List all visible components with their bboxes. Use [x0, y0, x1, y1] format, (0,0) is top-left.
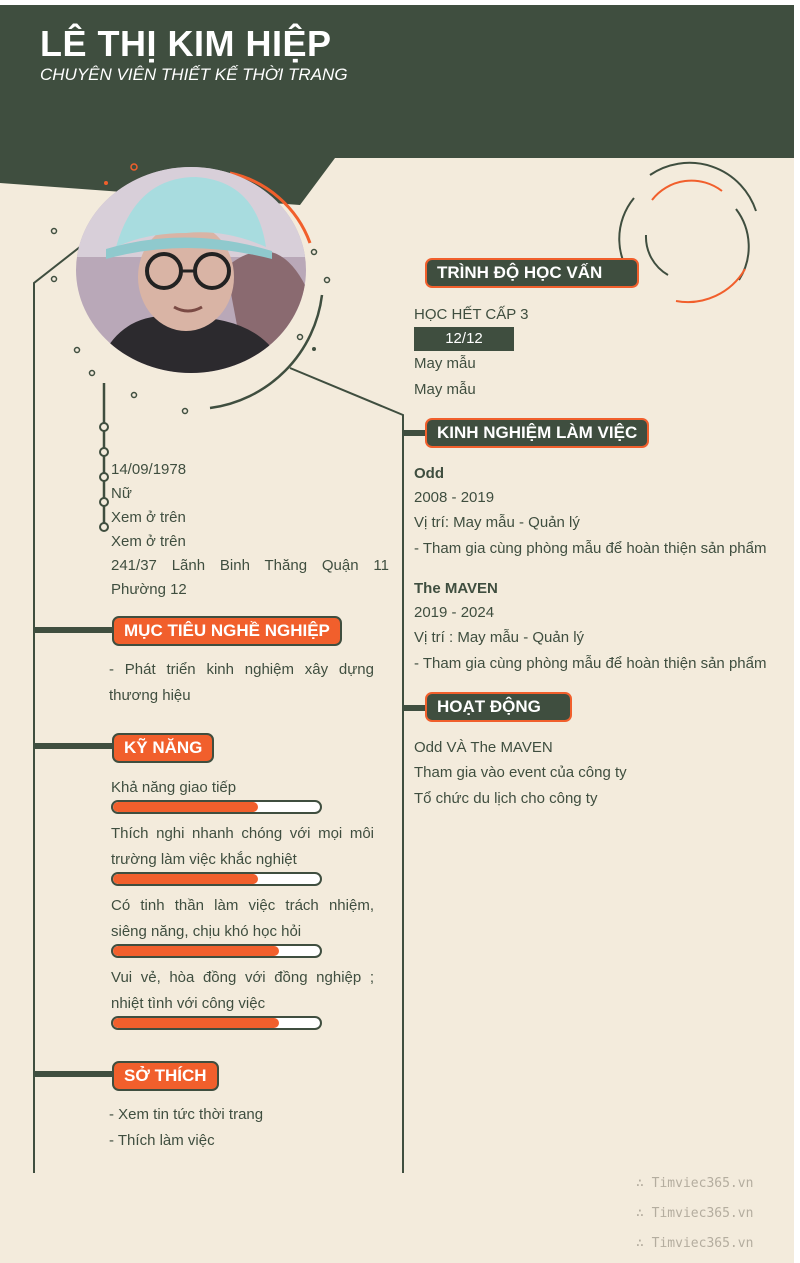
hobby-item: - Xem tin tức thời trang — [109, 1106, 264, 1123]
watermark: ∴ Timviec365.vn — [636, 1236, 754, 1251]
job-period: 2019 - 2024 — [414, 604, 495, 621]
skills-connector — [34, 743, 114, 749]
person-photo-icon — [76, 167, 306, 373]
education-grade: 12/12 — [414, 327, 514, 351]
activity-item: Odd VÀ The MAVEN — [414, 739, 553, 756]
objective-connector — [34, 627, 114, 633]
job-description: - Tham gia cùng phòng mẫu để hoàn thiện sản phẩm — [414, 540, 767, 557]
email: Xem ở trên — [111, 533, 186, 550]
hobbies-connector — [34, 1071, 114, 1077]
phone: Xem ở trên — [111, 509, 186, 526]
job-period: 2008 - 2019 — [414, 489, 495, 506]
skill-level-fill — [113, 1018, 279, 1028]
birthday: 14/09/1978 — [111, 461, 187, 478]
experience-title: KINH NGHIỆM LÀM VIỆC — [425, 418, 649, 448]
skill-level-fill — [113, 802, 258, 812]
education-major: May mẫu — [414, 355, 476, 372]
skill-level-bar — [111, 944, 322, 958]
skill-level-bar — [111, 1016, 322, 1030]
job-position: Vị trí : May mẫu - Quản lý — [414, 629, 585, 646]
skill-level-bar — [111, 872, 322, 886]
skill-level-fill — [113, 874, 258, 884]
job-company: The MAVEN — [414, 580, 498, 597]
hobbies-title: SỞ THÍCH — [112, 1061, 219, 1091]
watermark: ∴ Timviec365.vn — [636, 1176, 754, 1191]
education-school: HỌC HẾT CẤP 3 — [414, 306, 529, 323]
objective-title: MỤC TIÊU NGHỀ NGHIỆP — [112, 616, 342, 646]
skill-name: Thích nghi nhanh chóng với mọi môi trường làm việc khắc nghiệt — [111, 825, 374, 868]
education-note: May mẫu — [414, 381, 476, 398]
skills-title: KỸ NĂNG — [112, 733, 214, 763]
objective-text: - Phát triển kinh nghiệm xây dựng thương hiệu — [109, 661, 374, 704]
education-title: TRÌNH ĐỘ HỌC VẤN — [425, 258, 639, 288]
activity-item: Tổ chức du lịch cho công ty — [414, 790, 598, 807]
profile-photo — [76, 167, 306, 373]
skill-level-bar — [111, 800, 322, 814]
skill-name: Vui vẻ, hòa đồng với đồng nghiệp ; nhiệt tình với công việc — [111, 969, 374, 1012]
job-company: Odd — [414, 465, 444, 482]
skill-name: Khả năng giao tiếp — [111, 779, 237, 796]
watermark: ∴ Timviec365.vn — [636, 1206, 754, 1221]
cv-page — [0, 5, 794, 1263]
job-description: - Tham gia cùng phòng mẫu để hoàn thiện sản phẩm — [414, 655, 767, 672]
skill-level-fill — [113, 946, 279, 956]
candidate-name: LÊ THỊ KIM HIỆP — [40, 23, 332, 64]
address: 241/37 Lãnh Binh Thăng Quận 11 Phường 12 — [111, 557, 389, 598]
candidate-job-title: CHUYÊN VIÊN THIẾT KẾ THỜI TRANG — [40, 65, 348, 84]
hobby-item: - Thích làm việc — [109, 1132, 215, 1149]
skill-name: Có tinh thần làm việc trách nhiệm, siêng năng, chịu khó học hỏi — [111, 897, 374, 940]
activities-title: HOẠT ĐỘNG — [425, 692, 572, 722]
gender: Nữ — [111, 485, 132, 502]
activity-item: Tham gia vào event của công ty — [414, 764, 627, 781]
job-position: Vị trí: May mẫu - Quản lý — [414, 514, 580, 531]
